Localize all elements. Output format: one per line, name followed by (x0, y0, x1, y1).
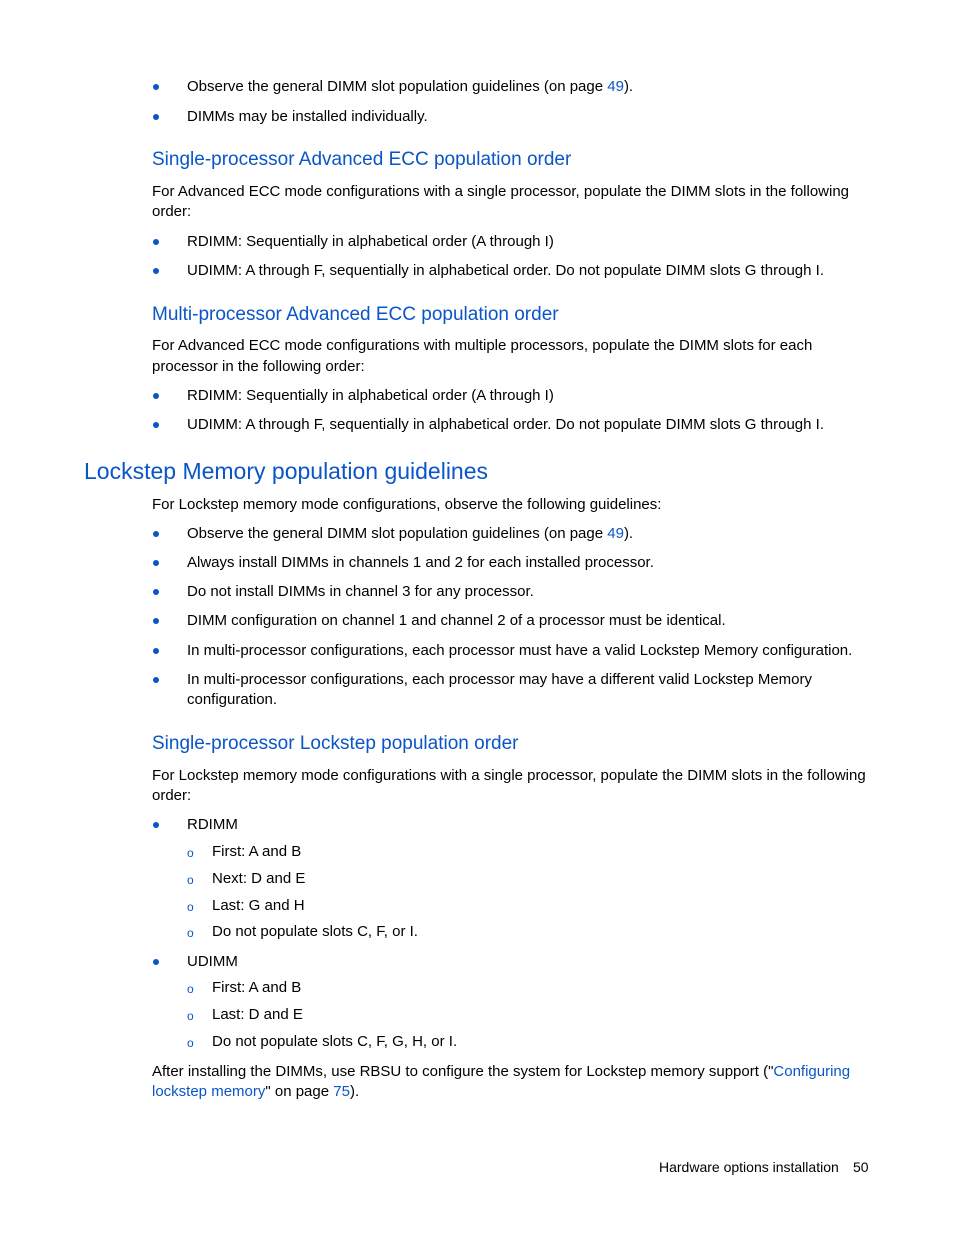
list-item: DIMMs may be installed individually. (187, 108, 428, 125)
bullet-marker (153, 422, 159, 428)
paragraph-line: For Advanced ECC mode configurations with a single processor, populate the DIMM slots in the following (152, 183, 850, 200)
section-heading: Single-processor Advanced ECC population order (152, 149, 572, 170)
paragraph-line: processor in the following order: (152, 358, 365, 375)
section-heading: Multi-processor Advanced ECC population order (152, 304, 559, 325)
sub-bullet-marker: o (187, 926, 194, 940)
bullet-marker (153, 589, 159, 595)
list-item: RDIMM: Sequentially in alphabetical order (A through I) (187, 387, 554, 404)
sub-bullet-marker: o (187, 1036, 194, 1050)
footer-section-title: Hardware options installation (659, 1159, 839, 1175)
sub-bullet-marker: o (187, 873, 194, 887)
paragraph-line (152, 1082, 359, 1102)
page-link[interactable]: 49 (607, 525, 624, 542)
list-item: In multi-processor configurations, each processor may have a different valid Lockstep Memory (187, 671, 813, 688)
bullet-marker (153, 114, 159, 120)
configuring-lockstep-link[interactable]: lockstep memory (152, 1083, 266, 1100)
bullet-marker (153, 677, 159, 683)
sub-bullet-marker: o (187, 846, 194, 860)
list-item: In multi-processor configurations, each processor must have a valid Lockstep Memory configuration. (187, 642, 853, 659)
page-link[interactable]: 75 (333, 1083, 350, 1100)
list-item (187, 77, 633, 97)
sub-list-item: Last: G and H (212, 897, 305, 914)
bullet-marker (153, 648, 159, 654)
configuring-lockstep-link[interactable]: Configuring (773, 1063, 851, 1080)
sub-list-item: First: A and B (212, 843, 302, 860)
list-item: UDIMM: A through F, sequentially in alphabetical order. Do not populate DIMM slots G through I. (187, 416, 824, 433)
list-item: RDIMM (187, 816, 238, 833)
sub-bullet-marker: o (187, 1009, 194, 1023)
bullet-marker (153, 84, 159, 90)
section-heading: Single-processor Lockstep population order (152, 733, 519, 754)
list-item-continuation: configuration. (187, 691, 278, 708)
page-section-heading: Lockstep Memory population guidelines (84, 458, 489, 484)
list-item: Do not install DIMMs in channel 3 for any processor. (187, 583, 534, 600)
paragraph-text: ). (349, 1083, 360, 1100)
sub-bullet-marker: o (187, 900, 194, 914)
bullet-text: ). (623, 78, 634, 95)
list-item: UDIMM (187, 953, 238, 970)
bullet-marker (153, 531, 159, 537)
paragraph-line: For Lockstep memory mode configurations with a single processor, populate the DIMM slots in the following (152, 767, 866, 784)
list-item: DIMM configuration on channel 1 and channel 2 of a processor must be identical. (187, 612, 726, 629)
list-item: RDIMM: Sequentially in alphabetical order (A through I) (187, 233, 554, 250)
sub-list-item: Next: D and E (212, 870, 306, 887)
sub-bullet-marker: o (187, 982, 194, 996)
bullet-marker (153, 268, 159, 274)
bullet-marker (153, 822, 159, 828)
paragraph-line: order: (152, 787, 192, 804)
sub-list-item: Do not populate slots C, F, G, H, or I. (212, 1033, 458, 1050)
list-item (187, 524, 633, 544)
sub-list-item: Last: D and E (212, 1006, 303, 1023)
bullet-marker (153, 239, 159, 245)
list-item: UDIMM: A through F, sequentially in alphabetical order. Do not populate DIMM slots G through I. (187, 262, 824, 279)
bullet-marker (153, 959, 159, 965)
bullet-text: ). (623, 525, 634, 542)
sub-list-item: Do not populate slots C, F, or I. (212, 923, 418, 940)
bullet-marker (153, 618, 159, 624)
page-link[interactable]: 49 (607, 78, 624, 95)
paragraph-line (152, 1062, 850, 1082)
bullet-marker (153, 560, 159, 566)
bullet-text: Observe the general DIMM slot population guidelines (on page (187, 78, 608, 95)
paragraph-line: For Lockstep memory mode configurations, observe the following guidelines: (152, 496, 662, 513)
bullet-text: Observe the general DIMM slot population guidelines (on page (187, 525, 608, 542)
paragraph-text: " on page (265, 1083, 334, 1100)
sub-list-item: First: A and B (212, 979, 302, 996)
page-number: 50 (853, 1159, 869, 1175)
bullet-marker (153, 393, 159, 399)
paragraph-line: For Advanced ECC mode configurations with multiple processors, populate the DIMM slots for each (152, 337, 813, 354)
paragraph-line: order: (152, 203, 192, 220)
paragraph-text: After installing the DIMMs, use RBSU to configure the system for Lockstep memory support (" (152, 1063, 774, 1080)
list-item: Always install DIMMs in channels 1 and 2 for each installed processor. (187, 554, 654, 571)
